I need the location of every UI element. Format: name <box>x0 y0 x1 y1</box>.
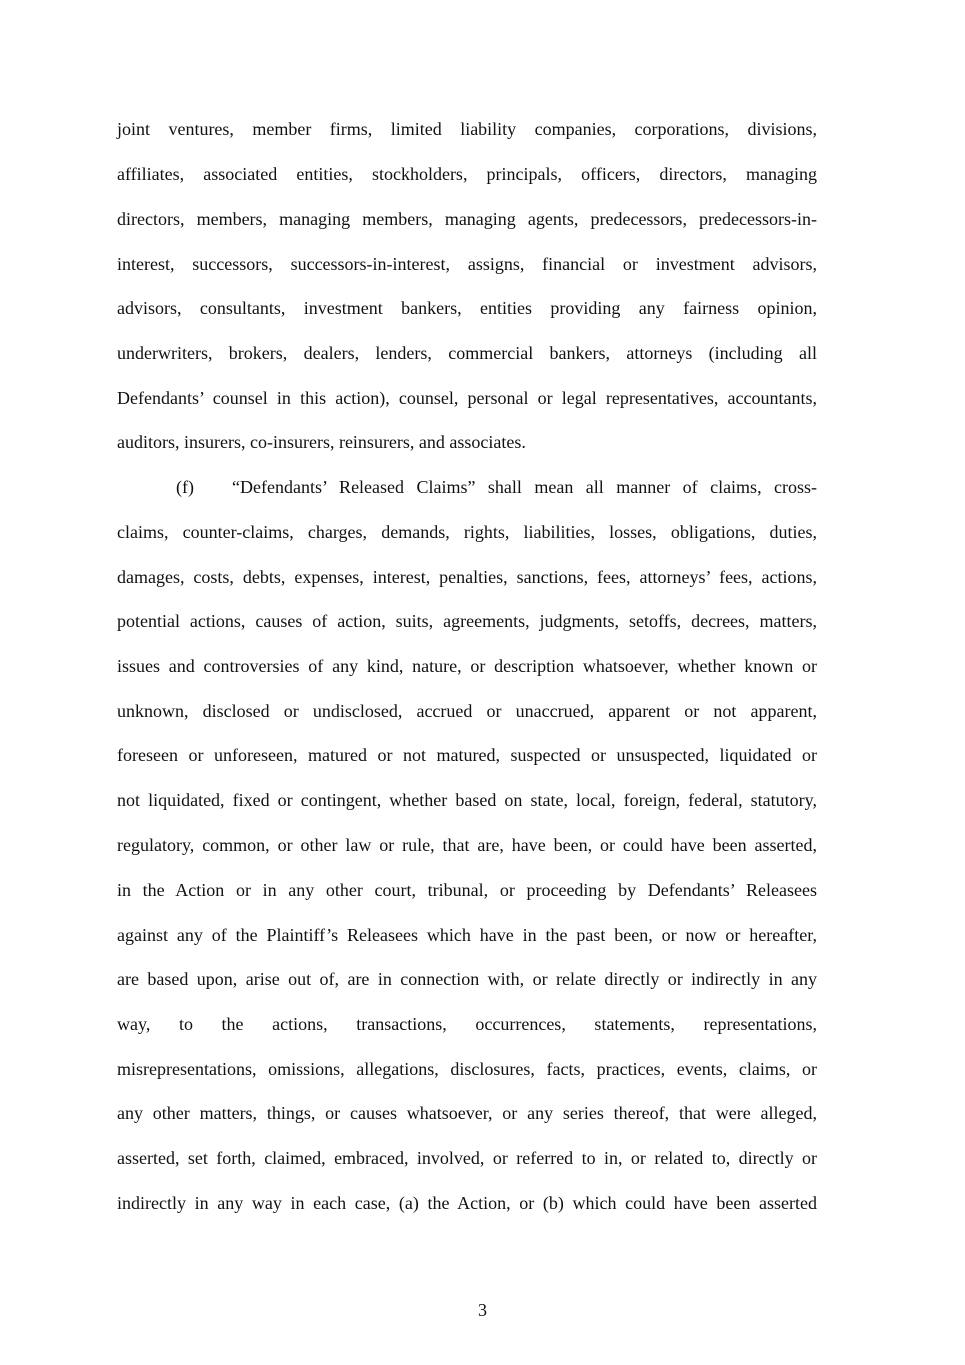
text-line: misrepresentations, omissions, allegations, disclosures, facts, practices, events, claims, or <box>117 1059 817 1079</box>
text-line: directors, members, managing members, managing agents, predecessors, predecessors-in- <box>117 209 817 229</box>
text-line: issues and controversies of any kind, nature, or description whatsoever, whether known or <box>117 656 817 676</box>
text-line: foreseen or unforeseen, matured or not matured, suspected or unsuspected, liquidated or <box>117 745 817 765</box>
text-line: claims, counter-claims, charges, demands, rights, liabilities, losses, obligations, duties, <box>117 522 817 542</box>
text-line: regulatory, common, or other law or rule, that are, have been, or could have been asserted, <box>117 835 817 855</box>
text-line: advisors, consultants, investment bankers, entities providing any fairness opinion, <box>117 298 817 318</box>
text-line: in the Action or in any other court, tribunal, or proceeding by Defendants’ Releasees <box>117 880 817 900</box>
text-line: potential actions, causes of action, suits, agreements, judgments, setoffs, decrees, matters, <box>117 611 817 631</box>
section-f-heading-line <box>176 475 817 499</box>
text-line: are based upon, arise out of, are in connection with, or relate directly or indirectly in any <box>117 969 817 989</box>
text-line: affiliates, associated entities, stockholders, principals, officers, directors, managing <box>117 164 817 184</box>
text-line: interest, successors, successors-in-interest, assigns, financial or investment advisors, <box>117 254 817 274</box>
text-line: not liquidated, fixed or contingent, whether based on state, local, foreign, federal, statutory, <box>117 790 817 810</box>
text-line: asserted, set forth, claimed, embraced, involved, or referred to in, or related to, directly or <box>117 1148 817 1168</box>
text-line: auditors, insurers, co-insurers, reinsurers, and associates. <box>117 432 526 452</box>
text-line: underwriters, brokers, dealers, lenders, commercial bankers, attorneys (including all <box>117 343 817 363</box>
text-line: against any of the Plaintiff’s Releasees which have in the past been, or now or hereafter, <box>117 925 817 945</box>
section-f-first-line-text: “Defendants’ Released Claims” shall mean all manner of claims, cross- <box>232 477 817 497</box>
text-line: joint ventures, member firms, limited liability companies, corporations, divisions, <box>117 119 817 139</box>
text-line: any other matters, things, or causes whatsoever, or any series thereof, that were alleged, <box>117 1103 817 1123</box>
text-line: Defendants’ counsel in this action), counsel, personal or legal representatives, accountants, <box>117 388 817 408</box>
text-line: way, to the actions, transactions, occurrences, statements, representations, <box>117 1014 817 1034</box>
section-marker: (f) <box>176 477 194 497</box>
page-number: 3 <box>478 1300 487 1320</box>
text-line: damages, costs, debts, expenses, interest, penalties, sanctions, fees, attorneys’ fees, actions, <box>117 567 817 587</box>
text-line: indirectly in any way in each case, (a) the Action, or (b) which could have been asserted <box>117 1193 817 1213</box>
text-line: unknown, disclosed or undisclosed, accrued or unaccrued, apparent or not apparent, <box>117 701 817 721</box>
